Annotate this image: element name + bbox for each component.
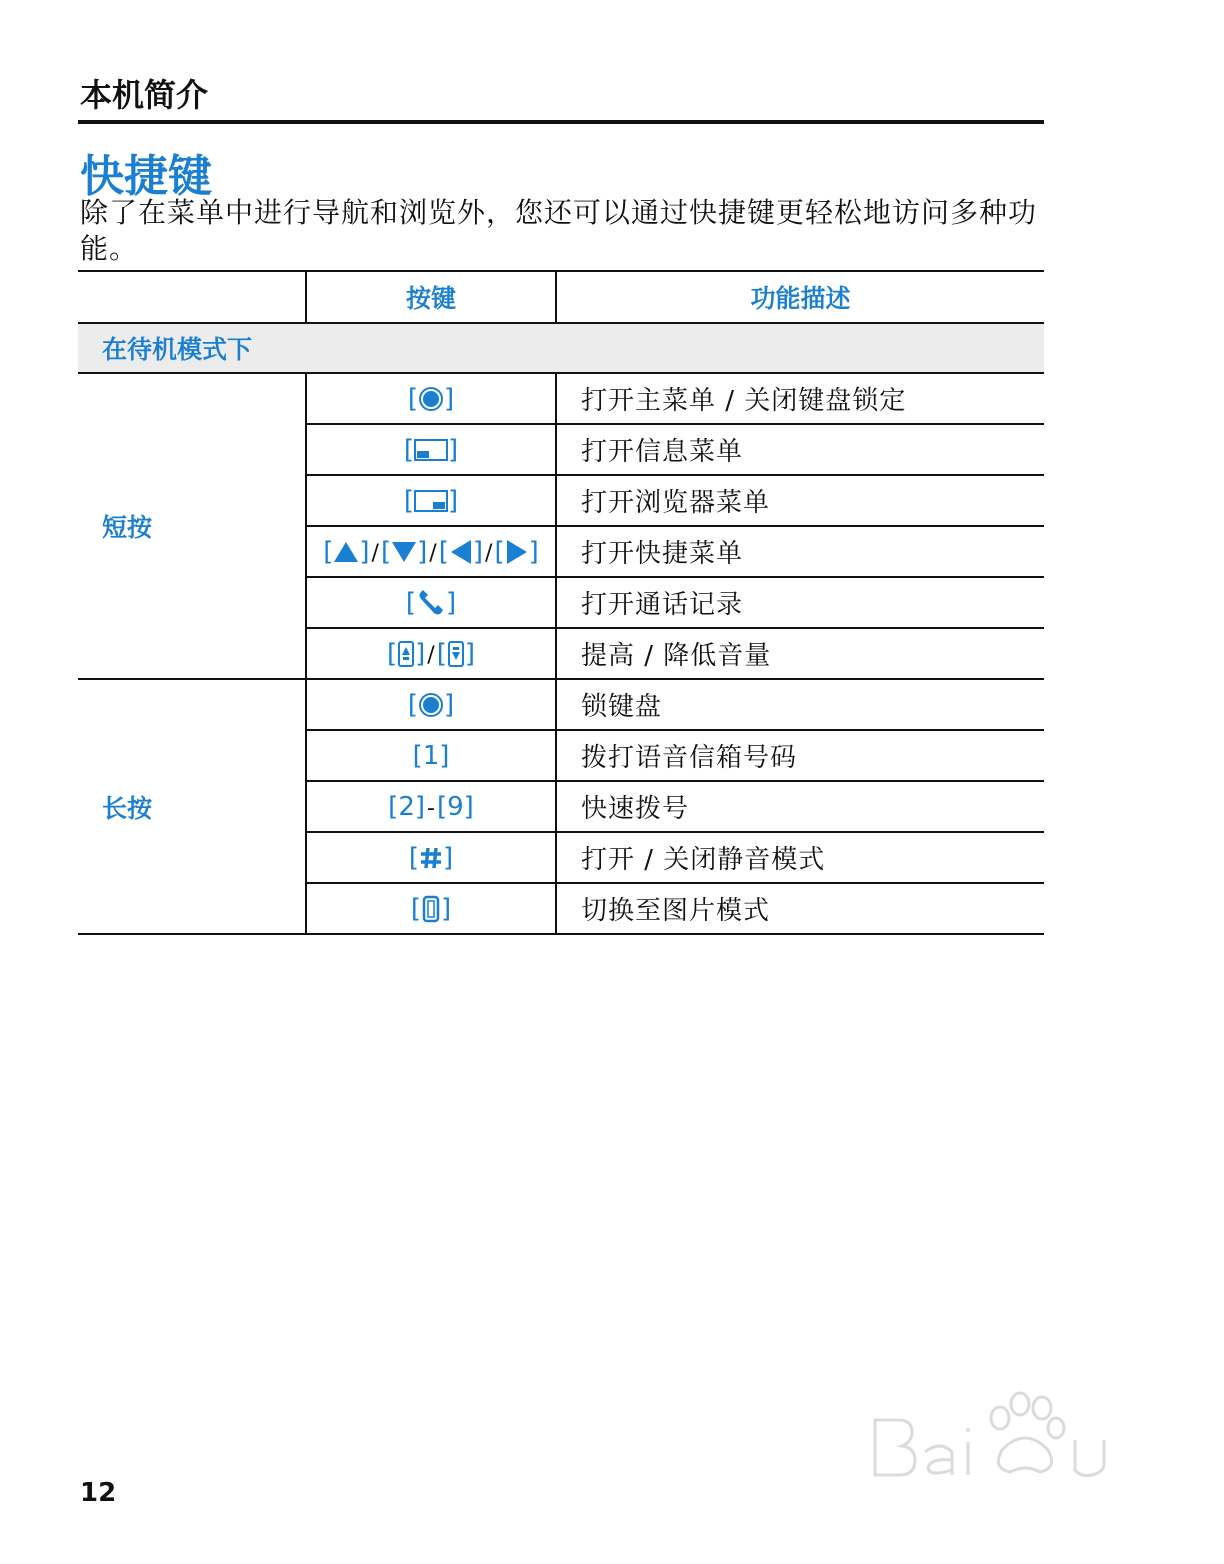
key-cell: [ ] (306, 679, 556, 730)
desc-cell: 打开 / 关闭静音模式 (556, 832, 1044, 883)
chapter-title: 本机简介 (80, 76, 209, 114)
header-mode-cell (78, 271, 306, 323)
desc-cell: 打开主菜单 / 关闭键盘锁定 (556, 373, 1044, 424)
table-row (78, 373, 1044, 424)
nav-down-icon (391, 540, 417, 564)
header-desc: 功能描述 (556, 271, 1044, 323)
intro-paragraph: 除了在菜单中进行导航和浏览外，您还可以通过快捷键更轻松地访问多种功能。 (80, 196, 1038, 265)
desc-cell: 拨打语音信箱号码 (556, 730, 1044, 781)
ok-center-icon (418, 386, 444, 412)
mode-short-press: 短按 (78, 373, 306, 679)
nav-right-icon (505, 539, 529, 565)
key-cell: [ ] (306, 424, 556, 475)
camera-key-icon (421, 895, 441, 923)
left-softkey-icon (414, 439, 448, 461)
desc-cell: 打开通话记录 (556, 577, 1044, 628)
hash-icon (419, 846, 443, 870)
key-cell: [ ] (306, 832, 556, 883)
group-row-standby (78, 323, 1044, 373)
key-cell: [ ] (306, 883, 556, 934)
table-header-row (78, 271, 1044, 323)
key-cell: [ ]/[ ] (306, 628, 556, 679)
key-cell (306, 730, 556, 781)
volume-up-icon (397, 640, 415, 668)
key-9-label: [9] (436, 791, 474, 822)
desc-cell: 打开信息菜单 (556, 424, 1044, 475)
key-cell (306, 781, 556, 832)
shortcut-table (78, 270, 1044, 935)
key-1-label: [1] (412, 740, 450, 771)
section-title: 快捷键 (80, 151, 212, 202)
right-softkey-icon (414, 490, 448, 512)
key-cell: [ ]/[ ]/[ ]/[ ] (306, 526, 556, 577)
nav-up-icon (333, 540, 359, 564)
desc-cell: 打开浏览器菜单 (556, 475, 1044, 526)
ok-center-icon (418, 692, 444, 718)
watermark-logo (860, 1380, 1160, 1520)
key-cell: [ ] (306, 577, 556, 628)
volume-down-icon (447, 640, 465, 668)
call-icon (416, 589, 446, 617)
desc-cell: 提高 / 降低音量 (556, 628, 1044, 679)
group-label: 在待机模式下 (78, 323, 1044, 373)
desc-cell: 锁键盘 (556, 679, 1044, 730)
page-number: 12 (80, 1478, 117, 1508)
header-rule (78, 120, 1044, 124)
key-cell: [ ] (306, 373, 556, 424)
mode-long-press: 长按 (78, 679, 306, 934)
header-key: 按键 (306, 271, 556, 323)
table-row (78, 679, 1044, 730)
key-range-separator: - (427, 795, 435, 821)
key-cell: [ ] (306, 475, 556, 526)
desc-cell: 打开快捷菜单 (556, 526, 1044, 577)
nav-left-icon (449, 539, 473, 565)
desc-cell: 切换至图片模式 (556, 883, 1044, 934)
key-2-label: [2] (388, 791, 426, 822)
desc-cell: 快速拨号 (556, 781, 1044, 832)
